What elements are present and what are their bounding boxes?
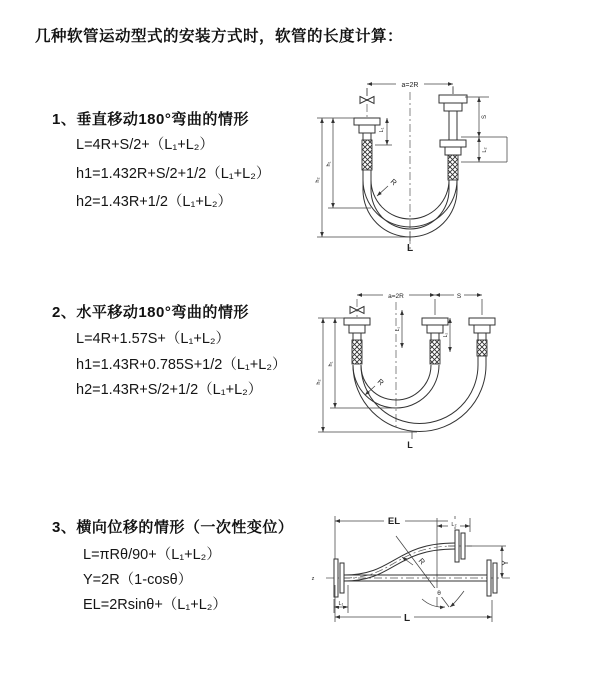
dim-l1-label: L₁ xyxy=(395,326,401,332)
centerlines xyxy=(367,86,453,250)
dim-a2r-s xyxy=(357,290,482,315)
dim-a2r-label: a=2R xyxy=(388,293,404,300)
section1-heading: 1、垂直移动180°弯曲的情形 xyxy=(52,111,249,128)
middle-pipe xyxy=(422,318,448,364)
diagram-lateral-displacement xyxy=(300,505,600,645)
section1-formulas xyxy=(76,131,270,217)
length-label: L xyxy=(406,243,414,254)
dim-length xyxy=(407,432,413,450)
pipe-mark: z xyxy=(311,576,315,582)
formula-line: L=4R+1.57S+（L₁+L₂） xyxy=(76,331,231,347)
dim-h2-label: h₂ xyxy=(315,177,321,183)
dim-l2-label: L₂ xyxy=(482,147,488,153)
left-pipe xyxy=(344,318,370,364)
right-pipe xyxy=(469,318,495,365)
page-title: 几种软管运动型式的安装方式时，软管的长度计算： xyxy=(35,28,404,45)
section3-formulas xyxy=(83,543,227,618)
dim-a2r-label: a=2R xyxy=(401,82,419,89)
dim-l1-label: L₁ xyxy=(379,127,385,133)
section2-formulas xyxy=(76,327,286,404)
hose-u-bends xyxy=(353,365,486,432)
length-label: L xyxy=(403,613,411,624)
dim-l2-label: L₂ xyxy=(451,522,457,528)
radius-label: R xyxy=(388,176,399,188)
formula-line: h2=1.43R+S/2+1/2（L₁+L₂） xyxy=(76,382,263,398)
dim-radius xyxy=(377,177,399,196)
dim-y-label: Y xyxy=(501,560,510,566)
section3-heading: 3、横向位移的情形（一次性变位） xyxy=(52,519,294,536)
length-label: L xyxy=(407,440,413,450)
formula-line: EL=2Rsinθ+（L₁+L₂） xyxy=(83,597,227,613)
formula-line: h1=1.43R+0.785S+1/2（L₁+L₂） xyxy=(76,356,287,373)
dim-h1-label: h₁ xyxy=(326,161,332,167)
radius-label: R xyxy=(375,376,386,388)
dim-s-label: S xyxy=(482,114,488,120)
dim-s-label: S xyxy=(456,293,462,300)
formula-line: L=πRθ/90+（L₁+L₂） xyxy=(83,547,221,563)
left-pipe xyxy=(354,118,380,190)
diagram-horizontal-180-bend xyxy=(312,282,600,452)
dim-l1 xyxy=(395,310,402,348)
dim-h2-label: h₂ xyxy=(316,379,322,385)
angle-label: θ xyxy=(437,590,441,597)
formula-line: L=4R+S/2+（L₁+L₂） xyxy=(76,137,214,153)
radius-label: R xyxy=(416,556,428,567)
dim-l1-label: L₁ xyxy=(338,601,344,607)
formula-line: Y=2R（1-cosθ） xyxy=(83,572,193,588)
dim-l2 xyxy=(437,518,470,532)
dim-length xyxy=(407,232,413,254)
section2-heading: 2、水平移动180°弯曲的情形 xyxy=(52,304,249,321)
valve-icon xyxy=(350,307,364,314)
dim-l2-label: L₂ xyxy=(443,332,449,338)
dim-el-label: EL xyxy=(387,516,401,527)
valve-icon xyxy=(360,97,374,104)
dim-h1-label: h₁ xyxy=(328,361,334,367)
formula-line: h1=1.432R+S/2+1/2（L₁+L₂） xyxy=(76,165,271,182)
diagram-vertical-180-bend xyxy=(315,72,590,258)
dim-length xyxy=(335,585,492,624)
right-pipe xyxy=(439,95,467,190)
formula-line: h2=1.43R+1/2（L₁+L₂） xyxy=(76,194,233,210)
dim-s-l2 xyxy=(461,97,507,162)
